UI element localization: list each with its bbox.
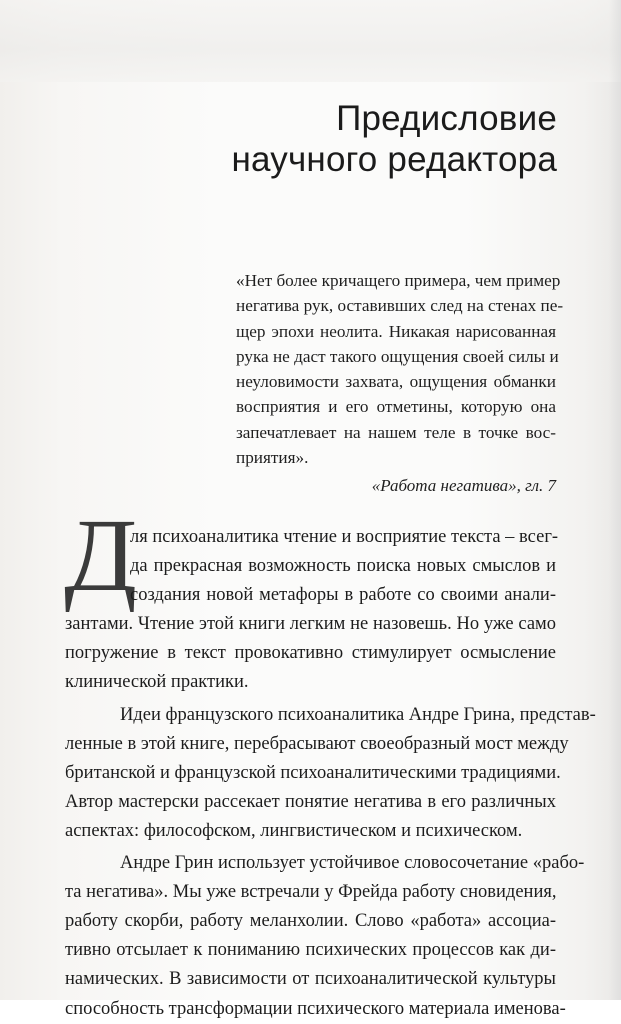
- epigraph-line: приятия».: [236, 448, 309, 468]
- paragraph-2-line: ленные в этой книге, перебрасывают своеобразный мост между: [65, 733, 569, 754]
- paragraph-2-line: аспектах: философском, лингвистическом и психическом.: [65, 820, 523, 841]
- paragraph-1-line: ля психоаналитика чтение и восприятие текста – всег-: [130, 527, 559, 547]
- epigraph-source: «Работа негатива», гл. 7: [371, 476, 556, 496]
- paragraph-1-line: создания новой метафоры в работе со своими анали-: [130, 585, 556, 606]
- chapter-title-line-2: научного редактора: [231, 140, 557, 179]
- page-edge-shadow: [609, 0, 621, 1000]
- paragraph-2-line: британской и французской психоаналитическими традициями.: [65, 762, 561, 783]
- epigraph-line: рука не даст такого ощущения своей силы и: [236, 346, 559, 366]
- paragraph-1-line: зантами. Чтение этой книги легким не назовешь. Но уже само: [65, 614, 556, 635]
- body-text: [65, 523, 596, 1024]
- chapter-title-line-1: Предисловие: [336, 99, 557, 138]
- epigraph-line: щер эпохи неолита. Никакая нарисованная: [236, 321, 556, 341]
- epigraph-line: неуловимости захвата, ощущения обманки: [236, 372, 556, 392]
- paragraph-3-line: та негатива». Мы уже встречали у Фрейда работу сновидения,: [65, 882, 557, 903]
- paragraph-2-line: Идеи французского психоаналитика Андре Грина, представ-: [120, 704, 596, 725]
- epigraph: [236, 268, 564, 499]
- paragraph-1-line: да прекрасная возможность поиска новых смыслов и: [130, 556, 556, 577]
- epigraph-line: запечатлевает на нашем теле в точке вос-: [236, 422, 556, 442]
- paragraph-3-line: намических. В зависимости от психоаналитической культуры: [65, 969, 556, 990]
- paragraph-1-line: погружение в текст провокативно стимулирует осмысление: [65, 643, 556, 664]
- paragraph-3-line: Андре Грин использует устойчивое словосочетание «рабо-: [120, 853, 585, 874]
- epigraph-line: «Нет более кричащего примера, чем пример: [236, 271, 561, 290]
- drop-cap: Д: [64, 498, 135, 613]
- paragraph-3-line: работу скорби, работу меланхолии. Слово «работа» ассоциа-: [65, 911, 556, 932]
- chapter-title: [231, 98, 557, 180]
- page-header-shadow: [0, 0, 621, 82]
- paragraph-1-line: клинической практики.: [65, 672, 249, 693]
- paragraph-3-line: способность трансформации психического материала именова-: [65, 998, 566, 1019]
- epigraph-line: восприятия и его отметины, которую она: [236, 397, 556, 417]
- paragraph-3-line: тивно отсылает к пониманию психических процессов как ди-: [65, 940, 556, 961]
- paragraph-2-line: Автор мастерски рассекает понятие негатива в его различных: [65, 791, 556, 812]
- epigraph-line: негатива рук, оставивших след на стенах пе-: [236, 296, 564, 316]
